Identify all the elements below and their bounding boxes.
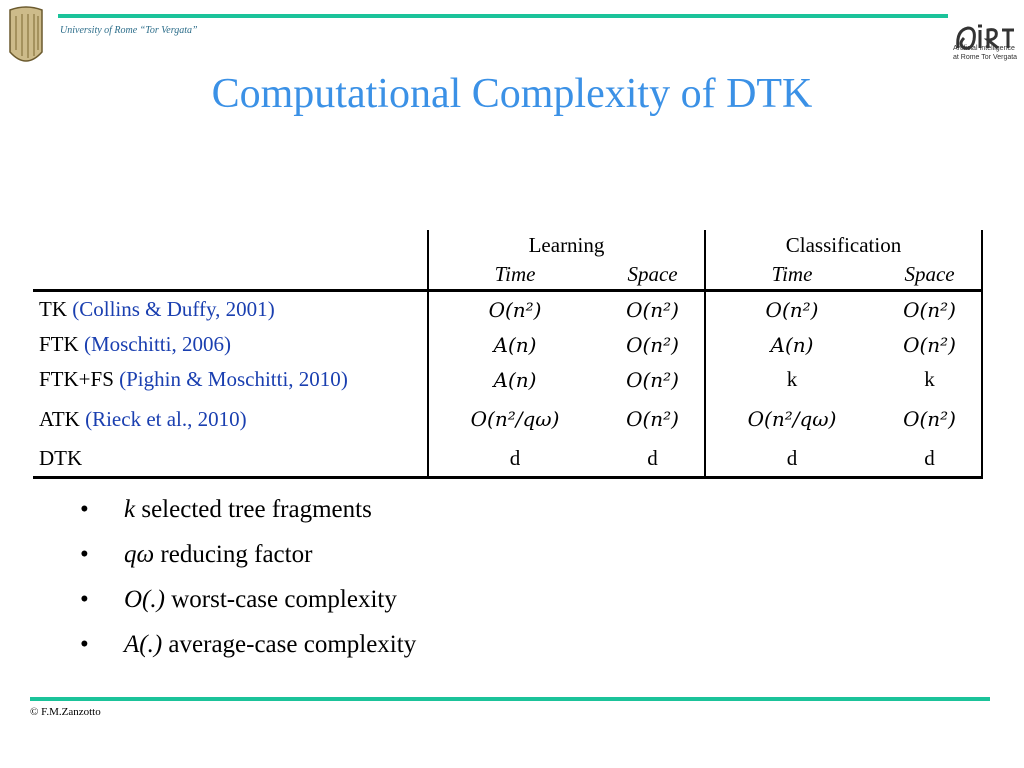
classification-space-cell: k [878,362,982,397]
column-group-learning: Learning [428,230,705,260]
table-row [33,441,982,478]
bullet-icon: • [80,496,89,523]
top-divider [58,14,948,18]
method-name: DTK [39,446,83,470]
learning-space-cell: O(n²) [601,291,705,328]
list-item [80,627,416,672]
university-name: University of Rome “Tor Vergata” [60,25,198,36]
list-item [80,582,416,627]
classification-time-cell: O(n²) [765,297,819,322]
list-item [80,492,416,537]
table-row [33,291,982,328]
learning-time-cell: O(n²/qω) [470,407,560,431]
method-cell [33,397,428,441]
note-text: reducing factor [160,541,313,568]
classification-time-cell: A(n) [770,332,814,357]
subheader-learning-time: Time [428,260,601,291]
list-item [80,537,416,582]
art-lab-caption-line: at Rome Tor Vergata [953,54,1018,61]
classification-space-cell: d [878,441,982,478]
classification-space-cell: O(n²) [878,327,982,362]
method-cell [33,291,428,328]
bullet-icon: • [80,586,89,613]
learning-time-cell: O(n²) [488,297,542,322]
complexity-table [33,230,983,479]
classification-space-cell: O(n²) [878,397,982,441]
subheader-classification-time: Time [705,260,878,291]
learning-space-cell: O(n²) [601,327,705,362]
method-name: ATK [39,406,80,431]
learning-time-cell: d [428,441,601,478]
table-row [33,397,982,441]
note-text: worst-case complexity [171,586,397,613]
classification-time-cell: d [705,441,878,478]
method-reference: (Pighin & Moschitti, 2010) [119,367,348,391]
table-row [33,327,982,362]
table-corner [33,260,428,291]
method-cell [33,441,428,478]
note-symbol: O(.) [124,586,165,613]
method-name: FTK+FS [39,367,114,391]
note-text: selected tree fragments [141,496,372,523]
method-name: FTK [39,332,79,356]
method-name: TK [39,297,67,321]
learning-space-cell: O(n²) [601,397,705,441]
bullet-icon: • [80,541,89,568]
classification-time-cell: O(n²/qω) [747,407,837,431]
table-corner [33,230,428,260]
method-reference: (Rieck et al., 2010) [85,406,247,431]
art-lab-caption-line: Artificial Intelligence [953,45,1015,52]
method-cell [33,362,428,397]
footer-copyright: © F.M.Zanzotto [30,706,101,718]
notes-list [80,492,416,672]
learning-space-cell: d [601,441,705,478]
university-logo [6,4,46,70]
method-reference: (Collins & Duffy, 2001) [72,297,275,321]
learning-time-cell: A(n) [493,367,537,392]
classification-time-cell: k [786,367,798,391]
method-reference: (Moschitti, 2006) [83,332,231,356]
learning-space-cell: O(n²) [601,362,705,397]
learning-time-cell: A(n) [493,332,537,357]
note-symbol: qω [124,541,155,568]
column-group-classification: Classification [705,230,982,260]
note-symbol: k [124,496,136,523]
note-text: average-case complexity [168,631,417,658]
subheader-classification-space: Space [878,260,982,291]
classification-space-cell: O(n²) [878,291,982,328]
bottom-divider [30,697,990,701]
method-cell [33,327,428,362]
bullet-icon: • [80,631,89,658]
table-row [33,362,982,397]
art-lab-caption [953,44,1023,62]
subheader-learning-space: Space [601,260,705,291]
note-symbol: A(.) [124,631,163,658]
slide-title: Computational Complexity of DTK [211,71,813,117]
